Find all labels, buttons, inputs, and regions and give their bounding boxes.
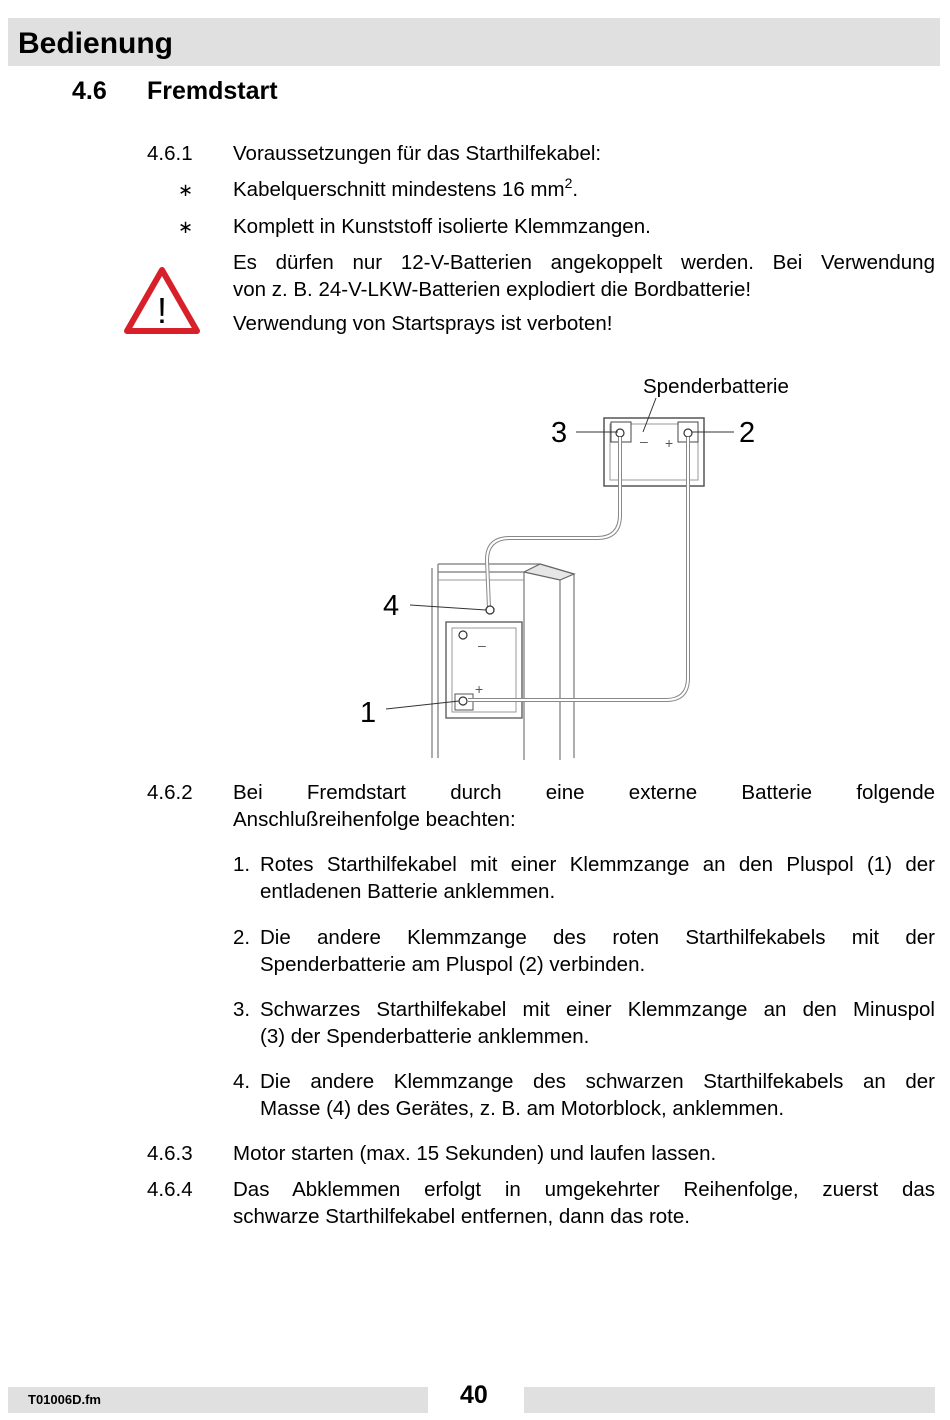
warning-line-1: Es dürfen nur 12-V-Batterien angekoppelt werden. Bei Verwendung <box>233 251 935 274</box>
discharged-plus-sign: + <box>475 681 484 697</box>
bullet-marker-1: ∗ <box>178 180 194 200</box>
page-header-title: Bedienung <box>18 27 173 60</box>
black-cable <box>487 437 620 608</box>
jump-start-diagram <box>0 360 950 780</box>
label-donor-battery: Spenderbatterie <box>643 375 789 398</box>
bullet-text-insulated-clamps: Komplett in Kunststoff isolierte Klemmzangen. <box>233 215 651 238</box>
ground-point <box>486 606 494 614</box>
label-4: 4 <box>383 590 400 622</box>
subsection-number-463: 4.6.3 <box>147 1142 193 1165</box>
page-number: 40 <box>460 1381 488 1409</box>
subsection-464-line-2: schwarze Starthilfekabel entfernen, dann das rote. <box>233 1205 690 1228</box>
label-3: 3 <box>551 417 568 449</box>
subsection-462-line-2: Anschlußreihenfolge beachten: <box>233 808 516 831</box>
subsection-462-line-1: Bei Fremdstart durch eine externe Batterie folgende <box>233 781 935 804</box>
bullet-marker-2: ∗ <box>178 217 194 237</box>
subsection-number-462: 4.6.2 <box>147 781 193 804</box>
subsection-number-464: 4.6.4 <box>147 1178 193 1201</box>
warning-triangle-icon <box>124 267 200 335</box>
subsection-text-461: Voraussetzungen für das Starthilfekabel: <box>233 142 602 165</box>
label-1: 1 <box>360 697 377 729</box>
bullet-text-cable-cross-section: Kabelquerschnitt mindestens 16 $mm^2$. <box>233 175 579 201</box>
donor-minus-sign: – <box>640 433 648 449</box>
discharged-minus-sign: – <box>478 637 486 653</box>
step-text-3: Schwarzes Starthilfekabel mit einer Klemmzange an den Minuspol (3) der Spenderbatterie anklemmen. <box>260 998 935 1048</box>
step-number-1: 1. <box>233 853 251 876</box>
footer-right-bar <box>524 1387 935 1413</box>
label-2: 2 <box>739 417 756 449</box>
donor-minus-terminal <box>616 429 624 437</box>
subsection-text-463: Motor starten (max. 15 Sekunden) und laufen lassen. <box>233 1142 717 1165</box>
section-title: Fremdstart <box>147 77 278 105</box>
engine-block <box>432 564 574 760</box>
step-text-4: Die andere Klemmzange des schwarzen Starthilfekabels an der Masse (4) des Gerätes, z. B. am Motorblock, anklemmen. <box>260 1070 935 1120</box>
warning-exclamation: ! <box>156 290 168 331</box>
subsection-464-line-1: Das Abklemmen erfolgt in umgekehrter Reihenfolge, zuerst das <box>233 1178 935 1201</box>
step-text-1: Rotes Starthilfekabel mit einer Klemmzange an den Pluspol (1) der entladenen Batterie anklemmen. <box>260 853 935 903</box>
warning-line-3: Verwendung von Startsprays ist verboten! <box>233 312 613 335</box>
donor-plus-sign: + <box>665 435 674 451</box>
footer-file-name: T01006D.fm <box>28 1392 101 1407</box>
section-number: 4.6 <box>72 77 107 105</box>
step-number-3: 3. <box>233 998 251 1021</box>
step-number-4: 4. <box>233 1070 251 1093</box>
step-text-2: Die andere Klemmzange des roten Starthilfekabels mit der Spenderbatterie am Pluspol (2) verbinden. <box>260 926 935 976</box>
donor-plus-terminal <box>684 429 692 437</box>
step-number-2: 2. <box>233 926 251 949</box>
warning-line-2: von z. B. 24-V-LKW-Batterien explodiert die Bordbatterie! <box>233 278 752 301</box>
discharged-plus-terminal <box>459 697 467 705</box>
subsection-number-461: 4.6.1 <box>147 142 193 165</box>
